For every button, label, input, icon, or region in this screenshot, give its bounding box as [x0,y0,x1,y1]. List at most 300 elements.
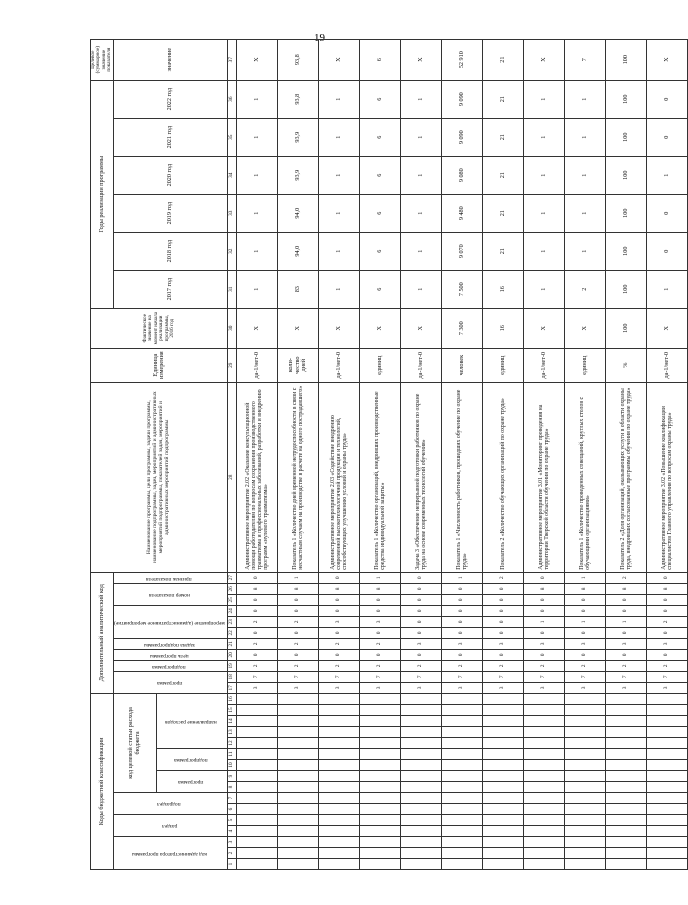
budget-code-cell [524,826,565,837]
analytic-code-digit: 1 [606,616,647,627]
budget-code-cell [647,837,688,848]
column-number: 9 [228,771,237,782]
row-year-value: 1 [524,80,565,118]
analytic-code-digit: 0 [237,572,278,583]
budget-code-cell [319,705,360,716]
row-target-value: 52 910 [442,39,483,80]
row-year-value: 2 [565,270,606,308]
row-fact-value: 100 [606,308,647,348]
budget-code-cell [606,738,647,749]
row-target-value: 7 [565,39,606,80]
program-code-header: программа [157,771,228,793]
row-year-value: 6 [360,270,401,308]
budget-code-cell [401,837,442,848]
table-row [483,39,524,869]
budget-code-cell [237,793,278,804]
budget-code-cell [278,705,319,716]
row-year-value: 6 [360,232,401,270]
row-year-value: 6 [360,80,401,118]
row-unit: единиц [565,348,606,382]
analytic-code-digit: 1 [524,616,565,627]
budget-code-cell [483,804,524,815]
row-year-value: 1 [319,156,360,194]
row-year-value: 21 [483,80,524,118]
analytic-code-digit: 2 [360,638,401,649]
column-number: 26 [228,583,237,594]
analytic-code-digit: 3 [606,638,647,649]
analytic-code-digit: 0 [319,605,360,616]
budget-code-cell [237,782,278,793]
analytic-code-digit: 0 [483,627,524,638]
analytic-code-digit: 0 [401,572,442,583]
analytic-code-digit: 0 [237,649,278,660]
budget-code-cell [442,804,483,815]
year-2020-header: 2020 год [113,156,227,194]
row-year-value: 1 [524,194,565,232]
row-year-value: 100 [606,118,647,156]
row-name: Административное мероприятие 2.02 «Оказание консультационной помощи работодателям по вопросам сохранения производственного травматизма и профессиональных заболеваний, разработки и внедрению программ «нулевого травматизма» [237,382,278,572]
page-number: 19 [314,32,325,44]
analytic-code-digit: 2 [647,616,688,627]
budget-code-cell [237,848,278,859]
analytic-code-digit: 7 [647,671,688,682]
budget-code-cell [278,793,319,804]
budget-code-cell [442,771,483,782]
budget-code-cell [360,837,401,848]
row-year-value: 1 [319,118,360,156]
analytic-code-digit: 0 [319,627,360,638]
budget-code-cell [565,837,606,848]
analytic-code-digit: 2 [565,660,606,671]
row-year-value: 1 [237,156,278,194]
row-unit: да-1/нет-0 [237,348,278,382]
budget-code-cell [483,760,524,771]
analytic-code-digit: 3 [319,616,360,627]
row-unit: единиц [360,348,401,382]
budget-code-cell [442,693,483,704]
budget-code-cell [524,727,565,738]
row-year-value: 9 090 [442,118,483,156]
analytic-code-digit: 2 [319,660,360,671]
row-fact-value: X [319,308,360,348]
column-number: 32 [228,232,237,270]
analytic-code-digit: 8 [606,583,647,594]
analytic-code-digit: 0 [442,649,483,660]
row-unit: да-1/нет-0 [401,348,442,382]
row-year-value: 100 [606,270,647,308]
target-article-header: код целевой статьи расхода бюджета [113,693,156,792]
budget-code-cell [647,793,688,804]
analytic-code-digit: 2 [278,616,319,627]
budget-code-cell [401,815,442,826]
year-2021-header: 2021 год [113,118,227,156]
column-number: 24 [228,605,237,616]
row-fact-value: X [647,308,688,348]
row-year-value: 100 [606,194,647,232]
budget-code-cell [565,771,606,782]
row-unit: % [606,348,647,382]
column-number: 34 [228,156,237,194]
column-number: 27 [228,572,237,583]
analytic-code-digit: 3 [278,682,319,693]
analytic-code-digit: 8 [360,583,401,594]
year-2017-header: 2017 год [113,270,227,308]
budget-code-cell [606,782,647,793]
row-year-value: 94,0 [278,232,319,270]
analytic-code-digit: 0 [401,605,442,616]
budget-code-cell [237,859,278,870]
analytic-code-digit: 7 [524,671,565,682]
budget-code-cell [278,749,319,760]
analytic-code-digit: 7 [401,671,442,682]
budget-code-cell [237,771,278,782]
budget-code-cell [483,693,524,704]
budget-codes-header: Коды бюджетной классификации [91,693,114,869]
row-target-value: 6 [360,39,401,80]
row-year-value: 83 [278,270,319,308]
analytic-code-digit: 0 [442,583,483,594]
analytic-code-digit: 3 [360,682,401,693]
budget-code-cell [565,716,606,727]
budget-code-cell [483,837,524,848]
column-number: 20 [228,649,237,660]
budget-code-cell [606,837,647,848]
budget-code-cell [483,749,524,760]
budget-code-cell [483,705,524,716]
budget-code-cell [237,760,278,771]
analytic-code-digit: 7 [237,671,278,682]
budget-code-cell [647,804,688,815]
budget-code-cell [565,815,606,826]
row-fact-value: 16 [483,308,524,348]
analytic-code-digit: 3 [524,638,565,649]
row-year-value: 7 500 [442,270,483,308]
budget-code-cell [565,693,606,704]
budget-code-cell [278,693,319,704]
budget-code-cell [360,826,401,837]
add-activity-header: мероприятие (административное мероприятие) [113,605,227,638]
target-value-header: значение [113,39,227,80]
column-number: 22 [228,627,237,638]
analytic-code-digit: 1 [360,572,401,583]
budget-code-cell [401,771,442,782]
analytic-code-digit: 7 [360,671,401,682]
budget-code-cell [647,749,688,760]
analytic-code-digit: 2 [237,638,278,649]
add-task-header: задача подпрограммы [113,638,227,649]
budget-code-cell [319,760,360,771]
budget-code-cell [647,848,688,859]
budget-code-cell [237,738,278,749]
analytic-code-digit: 0 [442,605,483,616]
budget-code-cell [524,837,565,848]
analytic-code-digit: 0 [524,605,565,616]
row-year-value: 1 [401,270,442,308]
budget-code-cell [319,793,360,804]
row-target-value: X [524,39,565,80]
budget-code-cell [565,727,606,738]
budget-code-cell [442,716,483,727]
analytic-code-digit: 0 [647,627,688,638]
row-target-value: 93,8 [278,39,319,80]
analytic-code-digit: 0 [401,594,442,605]
budget-code-cell [360,738,401,749]
budget-code-cell [237,826,278,837]
row-year-value: 1 [524,118,565,156]
analytic-code-digit: 0 [237,627,278,638]
analytic-code-digit: 0 [442,627,483,638]
analytic-code-digit: 0 [483,594,524,605]
row-year-value: 16 [483,270,524,308]
row-year-value: 93,9 [278,156,319,194]
budget-code-cell [606,749,647,760]
row-unit: единиц [483,348,524,382]
budget-code-cell [278,848,319,859]
add-goal-header: цель программы [113,649,227,660]
row-year-value: 1 [401,118,442,156]
row-name: Задача 3 «Обеспечение непрерывной подготовки работников по охране труда на основе современных технологий обучения» [401,382,442,572]
add-subprogram-header: подпрограмма [113,660,227,671]
analytic-code-digit: 0 [360,605,401,616]
budget-code-cell [565,848,606,859]
row-name: Административное мероприятие 3.01 «Мониторинг проведения на территории Тверской области обучения по охране труда» [524,382,565,572]
budget-code-cell [647,727,688,738]
budget-code-cell [442,826,483,837]
budget-code-cell [524,693,565,704]
admin-code-header: код администратора программы [113,837,227,870]
budget-code-cell [401,793,442,804]
row-name: Административное мероприятие 2.03 «Содействие внедрению современной высокотехнологичной продукции и технологий, способствующих улучшению условий и охраны труда» [319,382,360,572]
row-year-value: 1 [647,156,688,194]
row-year-value: 9 480 [442,194,483,232]
analytic-code-digit: 0 [524,649,565,660]
row-year-value: 1 [565,194,606,232]
row-year-value: 21 [483,156,524,194]
column-number: 16 [228,693,237,704]
analytic-code-digit: 0 [442,616,483,627]
budget-code-cell [606,716,647,727]
row-target-value: X [401,39,442,80]
budget-code-cell [401,716,442,727]
budget-code-cell [442,848,483,859]
row-year-value: 1 [401,194,442,232]
year-2018-header: 2018 год [113,232,227,270]
column-number: 17 [228,682,237,693]
year-2022-header: 2022 год [113,80,227,118]
subsection-header: подраздел [113,793,227,815]
row-fact-value: 7 300 [442,308,483,348]
budget-code-cell [319,859,360,870]
table-row [360,39,401,869]
analytic-code-digit: 2 [606,660,647,671]
row-year-value: 1 [237,270,278,308]
budget-code-cell [360,705,401,716]
budget-code-cell [483,815,524,826]
column-number: 11 [228,749,237,760]
analytic-code-digit: 3 [319,682,360,693]
column-number: 36 [228,80,237,118]
analytic-code-digit: 0 [360,649,401,660]
budget-code-cell [319,815,360,826]
row-year-value: 1 [237,232,278,270]
budget-code-cell [237,815,278,826]
analytic-code-digit: 2 [278,638,319,649]
budget-code-cell [565,749,606,760]
budget-code-cell [647,693,688,704]
budget-code-cell [647,815,688,826]
column-number: 37 [228,39,237,80]
budget-code-cell [360,771,401,782]
row-fact-value: X [278,308,319,348]
table-row [319,39,360,869]
analytic-code-digit: 7 [319,671,360,682]
budget-code-cell [606,793,647,804]
analytic-code-digit: 2 [278,660,319,671]
row-year-value: 0 [647,194,688,232]
row-unit: да-1/нет-0 [524,348,565,382]
analytic-code-digit: 8 [647,583,688,594]
analytic-code-digit: 0 [565,649,606,660]
budget-code-cell [319,749,360,760]
budget-code-cell [524,771,565,782]
analytic-code-digit: 3 [483,638,524,649]
analytic-code-digit: 0 [483,583,524,594]
row-year-value: 100 [606,156,647,194]
table-row [278,39,319,869]
analytic-code-digit: 0 [442,594,483,605]
analytic-code-digit: 0 [606,594,647,605]
analytic-code-digit: 2 [442,660,483,671]
budget-code-cell [401,727,442,738]
row-year-value: 6 [360,118,401,156]
column-number: 8 [228,782,237,793]
row-year-value: 1 [401,156,442,194]
analytic-code-digit: 0 [278,605,319,616]
unit-header: Единица измерения [91,348,228,382]
column-number: 15 [228,705,237,716]
analytic-code-digit: 2 [237,616,278,627]
add-program-header: программа [113,671,227,693]
years-group-header: Годы реализации программы [91,80,114,308]
budget-code-cell [565,793,606,804]
analytic-code-digit: 0 [278,649,319,660]
budget-code-cell [483,771,524,782]
analytic-code-digit: 2 [524,660,565,671]
budget-code-cell [278,826,319,837]
table-row [401,39,442,869]
budget-code-cell [647,760,688,771]
analytic-code-digit: 3 [442,638,483,649]
analytic-code-digit: 0 [606,605,647,616]
row-year-value: 1 [401,232,442,270]
analytic-code-digit: 7 [483,671,524,682]
row-year-value: 1 [319,232,360,270]
budget-code-cell [565,760,606,771]
analytic-code-digit: 3 [565,682,606,693]
row-year-value: 9 080 [442,156,483,194]
budget-code-cell [278,760,319,771]
analytic-code-digit: 0 [278,594,319,605]
row-year-value: 21 [483,194,524,232]
budget-code-cell [524,815,565,826]
analytic-code-digit: 0 [319,594,360,605]
analytic-code-digit: 0 [319,649,360,660]
row-fact-value: X [237,308,278,348]
row-year-value: 93,8 [278,80,319,118]
row-fact-value: X [524,308,565,348]
column-number: 5 [228,815,237,826]
budget-code-cell [319,727,360,738]
row-year-value: 1 [319,194,360,232]
column-number: 6 [228,804,237,815]
budget-code-cell [401,859,442,870]
budget-code-cell [524,859,565,870]
column-number: 33 [228,194,237,232]
budget-code-cell [483,826,524,837]
budget-code-cell [565,826,606,837]
rotated-page [90,45,674,870]
budget-code-cell [401,693,442,704]
budget-code-cell [524,738,565,749]
budget-code-cell [442,749,483,760]
analytic-code-digit: 2 [483,572,524,583]
analytic-code-digit: 1 [565,572,606,583]
analytic-code-digit: 3 [565,638,606,649]
section-header: раздел [113,815,227,837]
row-target-value: X [647,39,688,80]
budget-code-cell [442,705,483,716]
budget-code-cell [319,716,360,727]
column-number: 19 [228,660,237,671]
column-number: 29 [228,348,237,382]
year-2019-header: 2019 год [113,194,227,232]
row-year-value: 94,0 [278,194,319,232]
budget-code-cell [237,693,278,704]
analytic-code-digit: 2 [606,572,647,583]
analytic-code-digit: 0 [647,649,688,660]
budget-code-cell [401,705,442,716]
row-year-value: 100 [606,232,647,270]
table-row [647,39,688,869]
budget-code-cell [278,727,319,738]
budget-code-cell [606,727,647,738]
analytic-code-digit: 8 [319,583,360,594]
analytic-code-digit: 2 [319,638,360,649]
budget-code-cell [565,859,606,870]
subprogram-code-header: подпрограмма [157,749,228,771]
table-row [237,39,278,869]
row-year-value: 1 [401,80,442,118]
budget-code-cell [360,782,401,793]
budget-code-cell [524,782,565,793]
analytic-code-digit: 3 [442,682,483,693]
budget-code-cell [565,782,606,793]
budget-code-cell [401,782,442,793]
analytic-code-digit: 2 [401,660,442,671]
budget-code-cell [647,826,688,837]
analytic-code-digit: 3 [647,638,688,649]
target-group-header: Целевое (суммарное) значение показателя [91,39,114,80]
budget-code-cell [237,716,278,727]
budget-code-cell [278,782,319,793]
budget-code-cell [319,848,360,859]
budget-code-cell [647,705,688,716]
column-number: 23 [228,616,237,627]
analytic-code-digit: 3 [483,682,524,693]
row-year-value: 9 090 [442,80,483,118]
analytic-code-digit: 8 [565,583,606,594]
budget-code-cell [565,738,606,749]
